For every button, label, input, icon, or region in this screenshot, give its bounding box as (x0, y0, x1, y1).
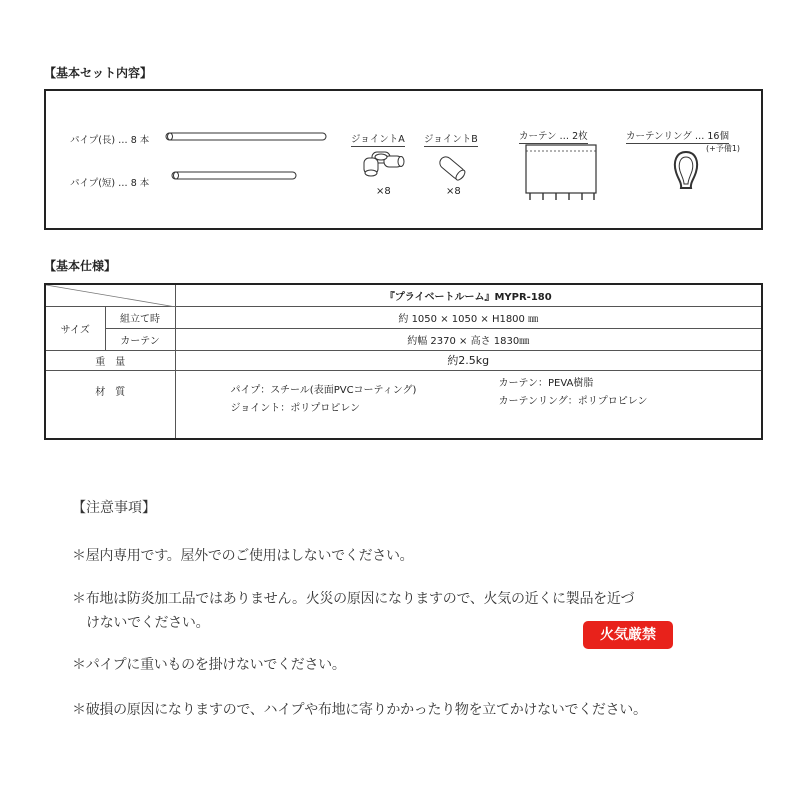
material-pipe: パイプ：スチール(表面PVCコーティング) (230, 384, 417, 396)
joint-a-qty: ×8 (376, 186, 391, 197)
specs-table (44, 283, 763, 440)
table-row (45, 328, 762, 350)
joint-b-label: ジョイントB (424, 134, 478, 145)
joint-b-illustration (432, 151, 472, 185)
basic-set-title: 【基本セット内容】 (44, 66, 153, 80)
assembled-label: 組立て時 (105, 306, 175, 328)
fire-prohibited-badge: 火気厳禁 (583, 621, 673, 649)
table-row (45, 306, 762, 328)
table-row (45, 284, 762, 306)
material-joint: ジョイント：ポリプロピレン (230, 402, 361, 414)
weight-label: 重 量 (45, 350, 175, 370)
curtain-ring-illustration (670, 148, 702, 192)
product-name: 『プライベートルーム』MYPR-180 (175, 284, 762, 306)
specs-title: 【基本仕様】 (44, 259, 117, 273)
note-no-leaning: ＊破損の原因になりますので、ハイプや布地に寄りかかったり物を立てかけないでください。 (72, 702, 647, 718)
joint-a-illustration (358, 146, 408, 182)
note-not-flame-retardant: ＊布地は防炎加工品ではありません。火災の原因になりますので、火気の近くに製品を近づ (72, 591, 635, 607)
curtain-ring-spare: (+予備1) (706, 144, 741, 153)
joint-a-label: ジョイントA (351, 134, 405, 145)
basic-set-box (44, 89, 763, 230)
pipe-long-illustration (164, 131, 332, 143)
pipe-long-label: パイプ(長) … 8 本 (70, 135, 150, 146)
note-no-heavy-objects: ＊パイプに重いものを掛けないでください。 (72, 657, 346, 673)
note-indoor-only: ＊屋内専用です。屋外でのご使用はしないでください。 (72, 548, 414, 564)
curtain-size-label: カーテン (105, 328, 175, 350)
weight-value: 約2.5kg (175, 350, 762, 370)
table-row (45, 350, 762, 370)
curtain-ring-label: カーテンリング … 16個 (626, 131, 729, 142)
assembled-value: 約 1050 × 1050 × H1800 ㎜ (175, 306, 762, 328)
pipe-short-label: パイプ(短) … 8 本 (70, 178, 150, 189)
curtain-size-value: 約幅 2370 × 高さ 1830㎜ (175, 328, 762, 350)
curtain-illustration (524, 142, 600, 204)
material-ring: カーテンリング：ポリプロピレン (498, 395, 648, 407)
curtain-label: カーテン … 2枚 (519, 131, 588, 142)
table-row (45, 370, 762, 439)
material-curtain: カーテン：PEVA樹脂 (498, 377, 594, 389)
pipe-short-illustration (170, 170, 302, 182)
header-blank-cell (45, 284, 175, 306)
size-label: サイズ (45, 306, 105, 350)
material-cell (175, 370, 762, 439)
notes-title: 【注意事項】 (72, 500, 156, 516)
material-label: 材 質 (45, 370, 175, 439)
note-not-flame-retardant-cont: けないでください。 (86, 615, 210, 631)
joint-b-qty: ×8 (446, 186, 461, 197)
